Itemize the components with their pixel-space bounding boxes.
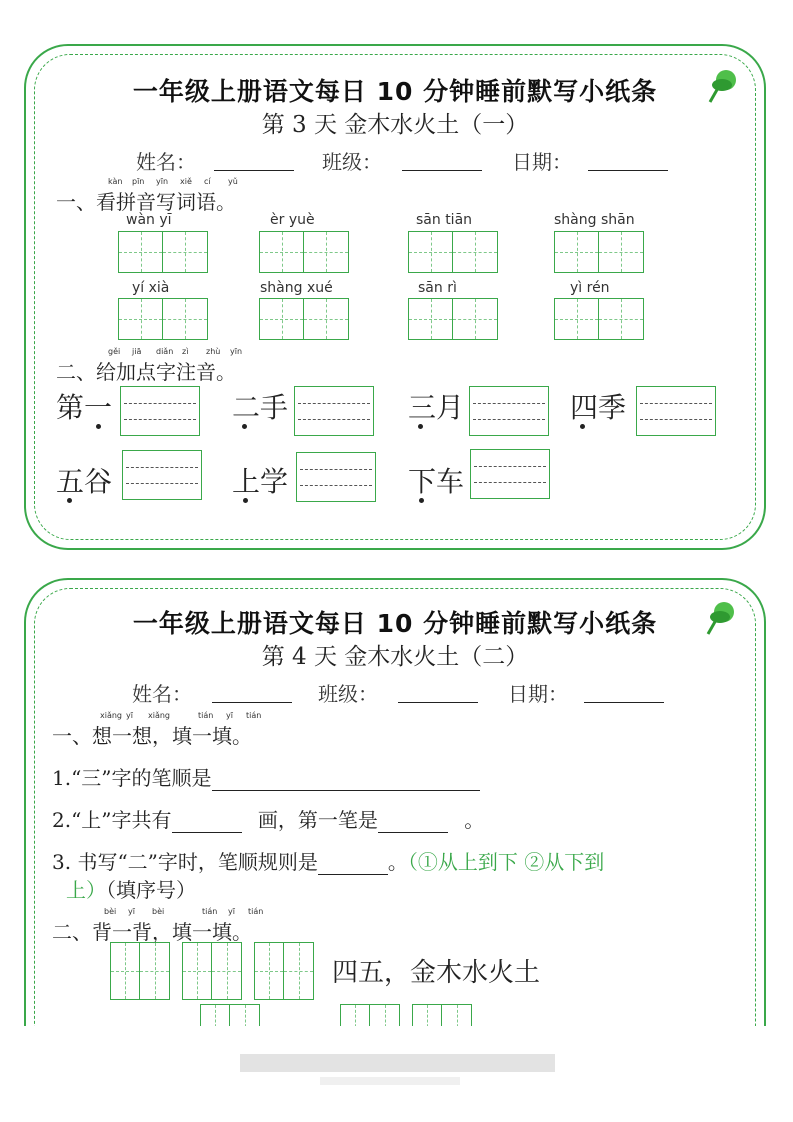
name-label: 姓名：	[132, 682, 192, 706]
answer-box[interactable]	[294, 386, 374, 436]
answer-box[interactable]	[470, 449, 550, 499]
answer-box[interactable]	[469, 386, 549, 436]
word-item: 二手	[232, 386, 288, 426]
card-subtitle: 第 3 天 金木水火土（一）	[261, 112, 529, 138]
worksheet-card-day3	[24, 44, 766, 550]
pinyin-label: yí xià	[132, 280, 170, 296]
writing-grid[interactable]	[554, 298, 644, 340]
writing-grid[interactable]	[110, 942, 170, 1000]
question-1: 1.“三”字的笔顺是	[52, 762, 480, 791]
blurred-footer-bar	[320, 1077, 460, 1085]
writing-grid[interactable]	[259, 231, 349, 273]
word-item: 第一	[56, 386, 112, 426]
answer-box[interactable]	[636, 386, 716, 436]
pushpin-icon	[706, 68, 738, 106]
date-field[interactable]	[588, 150, 668, 171]
pinyin-label: èr yuè	[270, 212, 315, 228]
writing-grid[interactable]	[254, 942, 314, 1000]
name-field[interactable]	[214, 150, 294, 171]
answer-box[interactable]	[296, 452, 376, 502]
pinyin-label: wàn yī	[126, 212, 172, 228]
recite-line-1: 四五，金木水火土	[332, 958, 541, 988]
date-field[interactable]	[584, 682, 664, 703]
question-2: 2.“上”字共有 画，第一笔是 。	[52, 808, 485, 832]
card-title: 一年级上册语文每日 10 分钟睡前默写小纸条	[132, 609, 658, 638]
class-field[interactable]	[402, 150, 482, 171]
section2-title: gěi jiā diǎn zì zhù yīn 二、给加点字注音。	[56, 347, 243, 384]
answer-line[interactable]	[172, 814, 242, 833]
class-field[interactable]	[398, 682, 478, 703]
date-label: 日期：	[508, 682, 568, 706]
name-label: 姓名：	[136, 150, 196, 174]
answer-box[interactable]	[122, 450, 202, 500]
pinyin-label: yì rén	[570, 280, 610, 296]
writing-grid[interactable]	[259, 298, 349, 340]
word-item: 下车	[408, 460, 464, 500]
pinyin-label: shàng xué	[260, 280, 333, 296]
blurred-footer-bar	[240, 1054, 555, 1072]
word-item: 五谷	[56, 460, 112, 500]
answer-line[interactable]	[212, 772, 480, 791]
section1-title: xiǎng yī xiǎng tián yī tián 一、想一想，填一填。	[52, 711, 262, 748]
class-label: 班级：	[318, 682, 378, 706]
writing-grid[interactable]	[118, 231, 208, 273]
pinyin-label: shàng shān	[554, 212, 635, 228]
word-item: 四季	[570, 386, 626, 426]
section1-title: kàn pīn yīn xiě cí yǔ 一、看拼音写词语。	[56, 177, 238, 214]
word-item: 三月	[408, 386, 464, 426]
card-subtitle: 第 4 天 金木水火土（二）	[261, 644, 529, 670]
word-item: 上学	[232, 460, 288, 500]
answer-box[interactable]	[120, 386, 200, 436]
answer-line[interactable]	[378, 814, 448, 833]
question-3-cont: 上）（填序号）	[66, 878, 196, 902]
page-footer-area	[0, 1026, 793, 1122]
pinyin-label: sān tiān	[416, 212, 473, 228]
name-field[interactable]	[212, 682, 292, 703]
section2-title: bèi yī bèi tián yī tián 二、背一背，填一填。	[52, 907, 264, 944]
writing-grid[interactable]	[554, 231, 644, 273]
writing-grid[interactable]	[408, 231, 498, 273]
question-3: 3. 书写“二”字时，笔顺规则是 。（①从上到下 ②从下到	[52, 850, 605, 874]
card-title: 一年级上册语文每日 10 分钟睡前默写小纸条	[132, 77, 658, 106]
pinyin-label: sān rì	[418, 280, 457, 296]
pushpin-icon	[704, 600, 736, 638]
writing-grid[interactable]	[182, 942, 242, 1000]
class-label: 班级：	[322, 150, 382, 174]
writing-grid[interactable]	[118, 298, 208, 340]
worksheet-card-day4	[24, 578, 766, 1038]
date-label: 日期：	[512, 150, 572, 174]
writing-grid[interactable]	[408, 298, 498, 340]
answer-line[interactable]	[318, 856, 388, 875]
